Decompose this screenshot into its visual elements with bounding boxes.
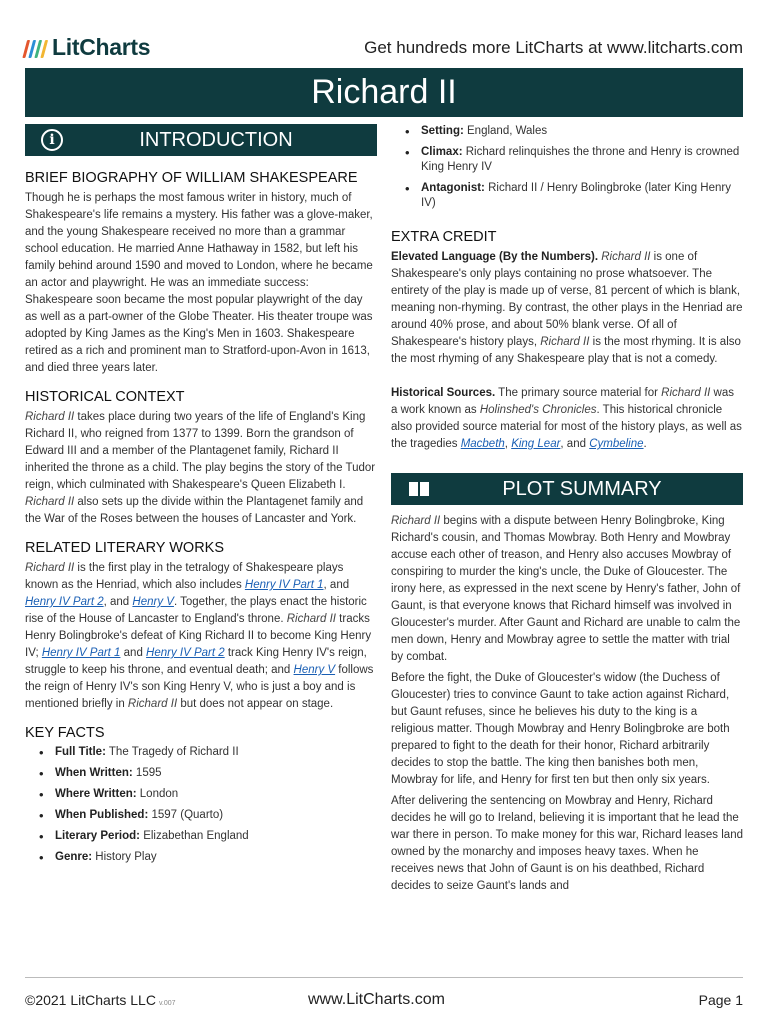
list-item: • Antagonist: Richard II / Henry Bolingbroke (later King Henry IV)	[391, 181, 743, 211]
extra-credit-heading: EXTRA CREDIT	[391, 229, 497, 245]
plot-text-1: Richard II begins with a dispute between Henry Bolingbroke, King Richard's cousin, and Thomas Mowbray. Both Henry and Mowbray accuse each other of treason, and Henry also accuses Mowbray of conspiring to murder the king's uncle, the Duke of Gloucester. The irony here, as expressed in the next scene by Henry's father, John of Gaunt, is that everyone knows that Richard himself was involved in Gloucester's murder. After Gaunt and Richard are unable to calm the men down, Henry and Mowbray agree to settle the matter with trial by combat.	[391, 515, 741, 663]
promo-text[interactable]: Get hundreds more LitCharts at www.litcharts.com	[364, 38, 743, 57]
link-henry-iv-part-1[interactable]: Henry IV Part 1	[244, 579, 324, 591]
info-icon: i	[41, 129, 63, 151]
link-cymbeline[interactable]: Cymbeline	[589, 438, 644, 450]
list-item: • When Published: 1597 (Quarto)	[25, 808, 377, 823]
bio-heading: BRIEF BIOGRAPHY OF WILLIAM SHAKESPEARE	[25, 170, 358, 186]
link-king-lear[interactable]: King Lear	[511, 438, 561, 450]
key-facts-heading: KEY FACTS	[25, 725, 105, 741]
footer-divider	[25, 977, 743, 978]
list-item: • When Written: 1595	[25, 766, 377, 781]
left-column	[25, 124, 377, 871]
list-item: • Where Written: London	[25, 787, 377, 802]
list-item: • Genre: History Play	[25, 850, 377, 865]
logo-text: LitCharts	[52, 34, 151, 60]
extra-credit-p2: Historical Sources. The primary source material for Richard II was a work known as Holinshed's Chronicles. This historical chronicle also provided source material for most of the history plays, as well as the tragedies Macbeth, King Lear, and Cymbeline.	[391, 387, 742, 450]
historical-text: Richard II takes place during two years of the life of England's King Richard II, who reigned from 1377 to 1399. Born the grandson of Edward III and a member of the Plantagenet family, Richard II inherited the throne as a child. The play begins the story of the Tudor reign, which culminated with Shakespeare's Queen Elizabeth I. Richard II also sets up the divide within the Plantagenet family and the War of the Roses between the houses of Lancaster and York.	[25, 411, 376, 525]
plot-summary-heading: PLOT SUMMARY	[502, 478, 662, 500]
top-bar	[25, 34, 743, 64]
link-henry-v[interactable]: Henry V	[132, 596, 174, 608]
list-item: • Literary Period: Elizabethan England	[25, 829, 377, 844]
list-item: • Setting: England, Wales	[391, 124, 743, 139]
list-item: • Climax: Richard relinquishes the throne and Henry is crowned King Henry IV	[391, 145, 743, 175]
related-text: Richard II is the first play in the tetralogy of Shakespeare plays known as the Henriad, which also includes Henry IV Part 1, and Henry IV Part 2, and Henry V. Together, the plays enact the historic rise of the House of Lancaster to England's throne. Richard II tracks Henry Bolingbroke's defeat of King Richard II to become King Henry IV; Henry IV Part 1 and Henry IV Part 2 track King Henry IV's reign, struggle to keep his throne, and eventual death; and Henry V follows the reign of Henry IV's son King Henry V, who is just a boy and is mentioned briefly in Richard II but does not appear on stage.	[25, 562, 374, 710]
link-macbeth[interactable]: Macbeth	[460, 438, 505, 450]
key-facts-list-continued	[391, 124, 743, 211]
plot-text-3: After delivering the sentencing on Mowbray and Henry, Richard decides he will go to Ireland, believing it is important that he lead the war there in person. To make money for this war, Richard leases land owned by the monarchy and imposes heavy taxes. When he receives news that John of Gaunt is on his deathbed, Richard decides to seize Gaunt's lands and	[391, 795, 743, 892]
footer-site-link[interactable]: www.LitCharts.com	[308, 991, 445, 1008]
right-column	[391, 124, 743, 895]
footer-version: v.007	[158, 1000, 176, 1007]
introduction-header	[25, 124, 377, 156]
link-henry-iv-part-1[interactable]: Henry IV Part 1	[41, 647, 121, 659]
logo-bars-icon	[22, 38, 48, 58]
plot-text-2: Before the fight, the Duke of Gloucester's widow (the Duchess of Gloucester) tries to convince Gaunt to take action against Richard, but Gaunt refuses, since he believes his duty to the king is a religious matter. Though Mowbray and Henry Bolingbroke are both prepared to fight to the death for their honor, Richard arbitrarily decides to stop the battle. The king then banishes both men, Mowbray for life, and Henry for first ten but then only six years.	[391, 672, 730, 786]
link-henry-iv-part-2[interactable]: Henry IV Part 2	[146, 647, 225, 659]
bio-text: Though he is perhaps the most famous writer in history, much of Shakespeare's life remains a mystery. His father was a glove-maker, and the young Shakespeare received no more than a grammar school education. He married Anne Hathaway in 1582, but left his family behind around 1590 and moved to London, where he became an actor and playwright. He was an immediate success: Shakespeare soon became the most popular playwright of the day as well as a part-owner of the Globe Theater. His theater troupe was adopted by King James as the King's Men in 1603. Shakespeare retired as a rich and prominent man to Stratford-upon-Avon in 1613, and died three years later.	[25, 192, 373, 374]
litcharts-logo[interactable]	[25, 34, 150, 61]
link-henry-v[interactable]: Henry V	[293, 664, 336, 676]
extra-credit-p1: Elevated Language (By the Numbers). Richard II is one of Shakespeare's only plays containing no prose whatsoever. The entirety of the play is made up of verse, 81 percent of which is blank, meaning non-rhyming. By contrast, the other plays in the Henriad are around 40% prose, and about 50% blank verse. Of all of Shakespeare's history plays, Richard II is the most rhyming. It is also the most rhyming of any Shakespeare play that is not a comedy.	[391, 251, 743, 365]
page-title: Richard II	[25, 68, 743, 117]
link-henry-iv-part-2[interactable]: Henry IV Part 2	[25, 596, 104, 608]
footer-page-number: Page 1	[698, 992, 743, 1008]
list-item: • Full Title: The Tragedy of Richard II	[25, 745, 377, 760]
plot-summary-header	[391, 473, 743, 505]
introduction-heading: INTRODUCTION	[139, 129, 293, 151]
key-facts-list	[25, 745, 377, 865]
footer-copyright: ©2021 LitCharts LLC v.007	[25, 992, 176, 1008]
historical-heading: HISTORICAL CONTEXT	[25, 389, 185, 405]
related-heading: RELATED LITERARY WORKS	[25, 540, 225, 556]
